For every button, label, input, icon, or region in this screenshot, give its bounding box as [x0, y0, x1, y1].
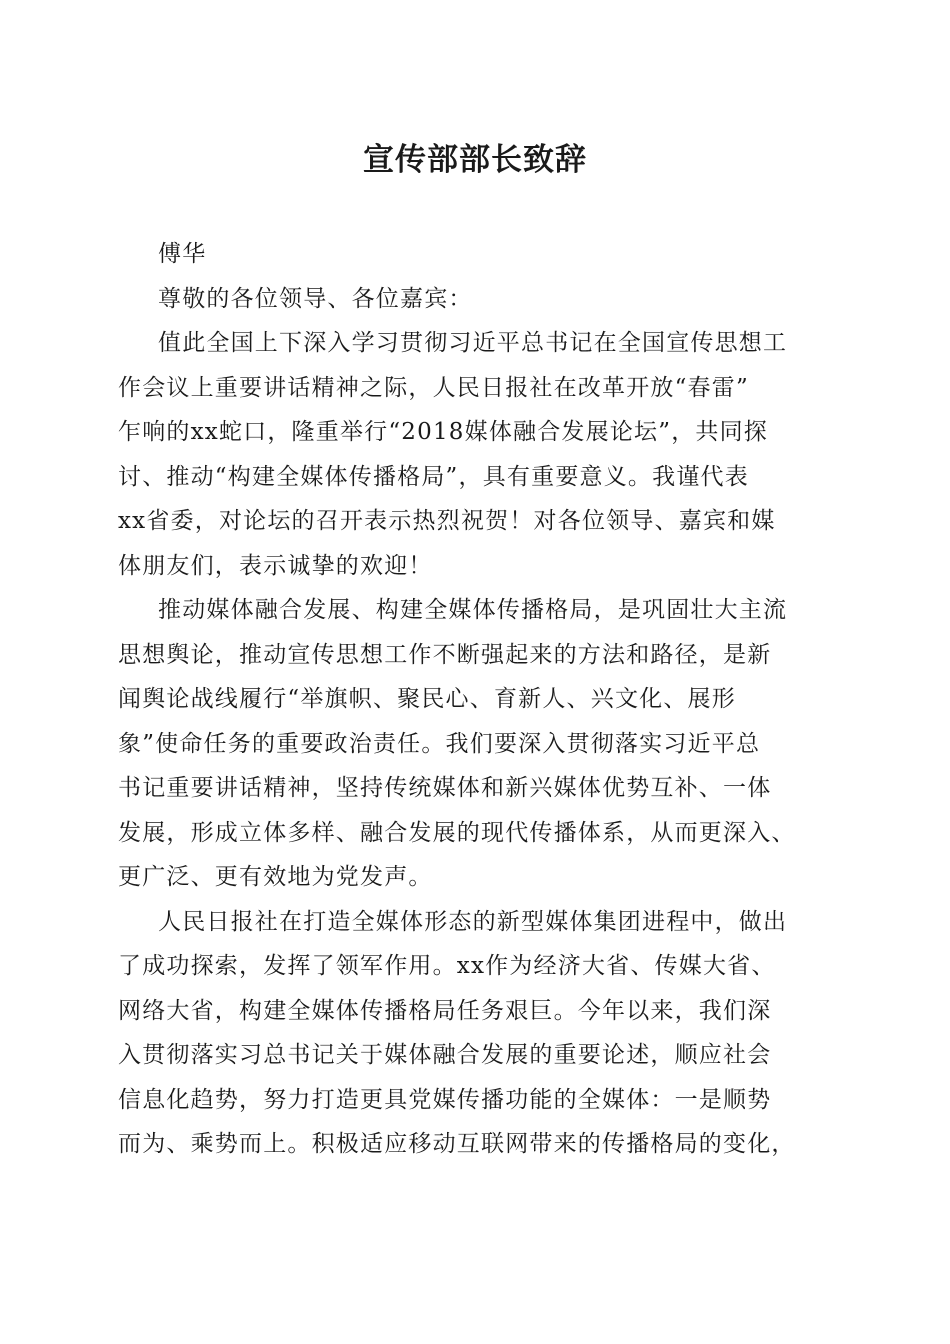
- document-title: 宣传部部长致辞: [363, 142, 587, 178]
- paragraph-1-line-1: 值此全国上下深入学习贯彻习近平总书记在全国宣传思想工: [158, 330, 788, 356]
- paragraph-2-line-1: 推动媒体融合发展、构建全媒体传播格局，是巩固壮大主流: [158, 597, 788, 623]
- paragraph-1-line-2: 作会议上重要讲话精神之际，人民日报社在改革开放“春雷”: [118, 374, 749, 401]
- paragraph-1-line-6: 体朋友们，表示诚挚的欢迎！: [118, 552, 433, 579]
- paragraph-2-line-2: 思想舆论，推动宣传思想工作不断强起来的方法和路径，是新: [118, 641, 772, 668]
- paragraph-3-line-2: 了成功探索，发挥了领军作用。xx作为经济大省、传媒大省、: [118, 953, 776, 979]
- paragraph-1-line-3: 乍响的xx蛇口，隆重举行“2018媒体融合发展论坛”，共同探: [118, 419, 768, 445]
- paragraph-2-line-6: 发展，形成立体多样、融合发展的现代传播体系，从而更深入、: [118, 819, 796, 846]
- document-body: [118, 232, 838, 1167]
- paragraph-3-line-3: 网络大省，构建全媒体传播格局任务艰巨。今年以来，我们深: [118, 997, 772, 1024]
- paragraph-3-line-5: 信息化趋势，努力打造更具党媒传播功能的全媒体：一是顺势: [118, 1086, 772, 1113]
- paragraph-1-line-4: 讨、推动“构建全媒体传播格局”，具有重要意义。我谨代表: [118, 463, 749, 490]
- paragraph-2-line-5: 书记重要讲话精神，坚持传统媒体和新兴媒体优势互补、一体: [118, 775, 772, 801]
- salutation-line: 尊敬的各位领导、各位嘉宾：: [158, 285, 473, 312]
- paragraph-1-line-5: xx省委，对论坛的召开表示热烈祝贺！对各位领导、嘉宾和媒: [118, 508, 776, 534]
- paragraph-3-line-4: 入贯彻落实习总书记关于媒体融合发展的重要论述，顺应社会: [118, 1042, 772, 1068]
- paragraph-3-line-1: 人民日报社在打造全媒体形态的新型媒体集团进程中，做出: [158, 908, 788, 935]
- paragraph-3-line-6: 而为、乘势而上。积极适应移动互联网带来的传播格局的变化，: [118, 1131, 796, 1157]
- paragraph-2-line-3: 闻舆论战线履行“举旗帜、聚民心、育新人、兴文化、展形: [118, 686, 736, 712]
- paragraph-2-line-7: 更广泛、更有效地为党发声。: [118, 864, 433, 890]
- author-line: 傅华: [158, 241, 207, 267]
- paragraph-2-line-4: 象”使命任务的重要政治责任。我们要深入贯彻落实习近平总: [118, 730, 761, 757]
